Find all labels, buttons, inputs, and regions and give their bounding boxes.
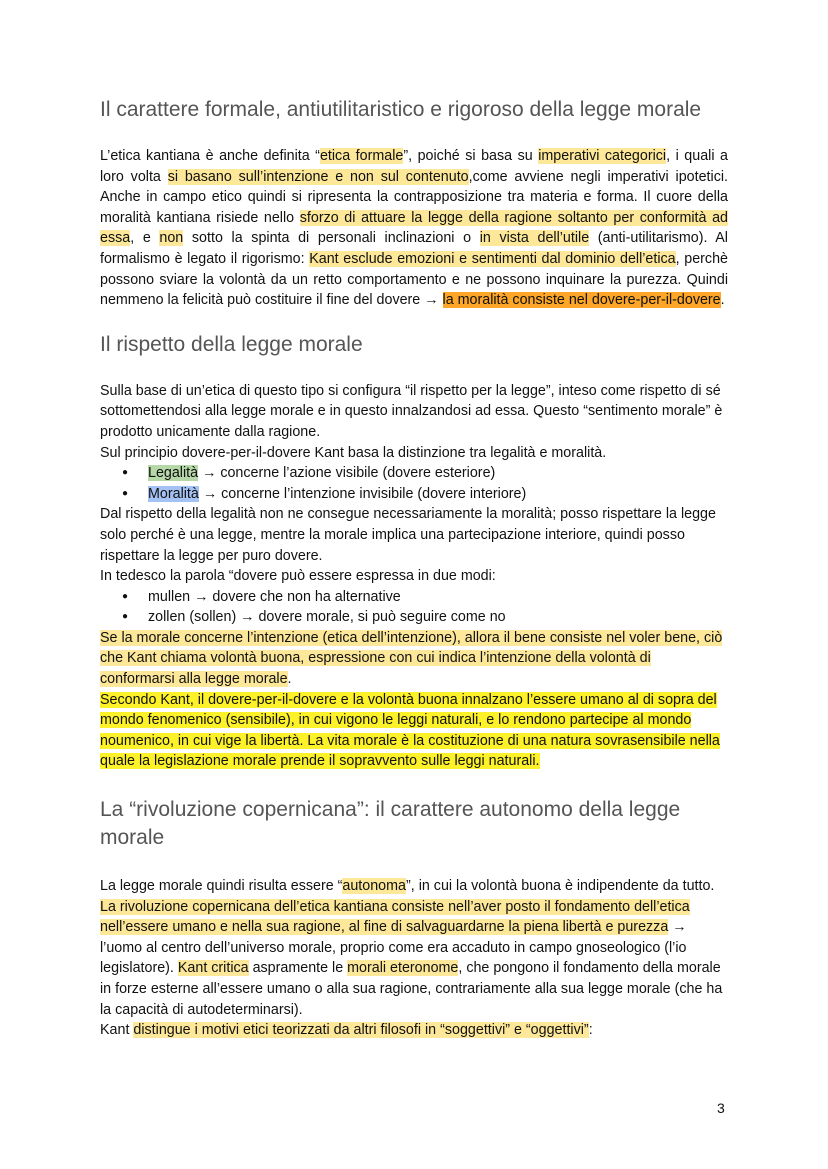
page-number: 3 — [717, 1100, 725, 1116]
section-heading-formal-character: Il carattere formale, antiutilitaristico e rigoroso della legge morale — [100, 98, 702, 121]
paragraph-legality: Dal rispetto della legalità non ne consegue necessariamente la moralità; posso rispettare la legge solo perché è una legge, mentre la morale implica una partecipazione interiore, quindi posso rispettare la legge per puro dovere. — [100, 506, 716, 564]
list-item: ● zollen (sollen) → dovere morale, si può seguire come no — [148, 607, 728, 628]
highlight: non — [159, 230, 184, 247]
section-heading-respect: Il rispetto della legge morale — [100, 332, 363, 356]
highlight-orange: la moralità consiste nel dovere-per-il-dovere — [442, 292, 721, 309]
highlight: morali eteronome — [347, 960, 459, 977]
highlight: Kant esclude emozioni e sentimenti dal dominio dell’etica — [309, 250, 676, 267]
document-page — [100, 96, 728, 1041]
list-item: ● Moralità → concerne l’intenzione invisibile (dovere interiore) — [148, 484, 728, 505]
paragraph-respect: Sulla base di un’etica di questo tipo si configura “il rispetto per la legge”, inteso come rispetto di sé sottomettendosi alla legge morale e in questo innalzandosi ad essa. Questo “sentimento morale” è prodotto unicamente dalla ragione. — [100, 382, 723, 440]
paragraph-noumenal — [100, 690, 728, 772]
german-words-list — [100, 587, 728, 628]
highlight: sforzo di attuare la legge della ragione soltanto per conformità ad essa — [100, 209, 728, 247]
paragraph-autonomy: La legge morale quindi risulta essere “autonoma”, in cui la volontà buona è indipendente da tutto. La rivoluzione copernicana dell’etica kantiana consiste nell’aver posto il fondamento dell’etica nell’essere umano e nella sua ragione, al fine di salvaguardarne la piena libertà e purezza → l’uomo al centro dell’universo morale, proprio come era accaduto in campo gnoseologico (l’io legislatore). Kant critica aspramente le morali eteronome, che pongono il fondamento della morale in forze esterne all’essere umano o alla sua ragione, contrariamente alla sua legge morale (che ha la capacità di autodeterminarsi). — [100, 878, 723, 1018]
highlight-yellow: Secondo Kant, il dovere-per-il-dovere e la volontà buona innalzano l’essere umano al di sopra del mondo fenomenico (sensibile), in cui vigono le leggi naturali, e lo rendono partecipe al mondo noumenico, in cui vige la libertà. La vita morale è la costituzione di una natura sovrasensibile nella quale la legislazione morale prende il sopravvento sulle leggi naturali. — [100, 691, 720, 770]
highlight: imperativi categorici — [538, 148, 667, 164]
list-item: ● mullen → dovere che non ha alternative — [148, 587, 728, 608]
paragraph-german: In tedesco la parola “dovere può essere espressa in due modi: — [100, 568, 496, 585]
paragraph-distinction: Sul principio dovere-per-il-dovere Kant basa la distinzione tra legalità e moralità. — [100, 444, 607, 461]
paragraph-good-will: Se la morale concerne l’intenzione (etica dell’intenzione), allora il bene consiste nel voler bene, ciò che Kant chiama volontà buona, espressione con cui indica l’intenzione della volontà di conformarsi alla legge morale. — [100, 629, 723, 688]
highlight: in vista dell’utile — [479, 230, 590, 247]
highlight: etica formale — [319, 148, 404, 164]
highlight: La rivoluzione copernicana dell’etica kantiana consiste nell’aver posto il fondamento dell’etica nell’essere umano e nella sua ragione, al fine di salvaguardarne la piena libertà e purezza — [100, 898, 690, 936]
paragraph-formal-ethics: L’etica kantiana è anche definita “etica formale”, poiché si basa su imperativi categorici, i quali a loro volta si basano sull’intenzione e non sul contenuto,come avviene negli imperativi ipotetici. Anche in campo etico quindi si ripresenta la contrapposizione tra materia e forma. Il cuore della moralità kantiana risiede nello sforzo di attuare la legge della ragione soltanto per conformità ad essa, e non sotto la spinta di personali inclinazioni o in vista dell’utile (anti-utilitarismo). Al formalismo è legato il rigorismo: Kant esclude emozioni e sentimenti dal dominio dell’etica, perchè possono sviare la volontà da un retto comportamento e ne possono inquinare la purezza. Quindi nemmeno la felicità può costituire il fine del dovere → la moralità consiste nel dovere-per-il-dovere. — [100, 148, 728, 309]
highlight: si basano sull’intenzione e non sul contenuto — [167, 168, 469, 185]
highlight: Se la morale concerne l’intenzione (etica dell’intenzione), allora il bene consiste nel voler bene, ciò che Kant chiama volontà buona, espressione con cui indica l’intenzione della volontà di conformarsi alla legge morale — [100, 629, 723, 688]
term-morality: Moralità — [148, 485, 199, 502]
highlight: Kant critica — [177, 960, 249, 977]
highlight: autonoma — [342, 878, 406, 895]
list-item: ● Legalità → concerne l’azione visibile (dovere esteriore) — [148, 463, 728, 484]
legality-morality-list — [100, 463, 728, 504]
paragraph-motives: Kant distingue i motivi etici teorizzati da altri filosofi in “soggettivi” e “oggettivi”: — [100, 1022, 593, 1039]
highlight: distingue i motivi etici teorizzati da altri filosofi in “soggettivi” e “oggettivi” — [133, 1022, 589, 1039]
term-legality: Legalità — [148, 465, 199, 482]
section-heading-copernican: La “rivoluzione copernicana”: il carattere autonomo della legge morale — [100, 798, 681, 850]
